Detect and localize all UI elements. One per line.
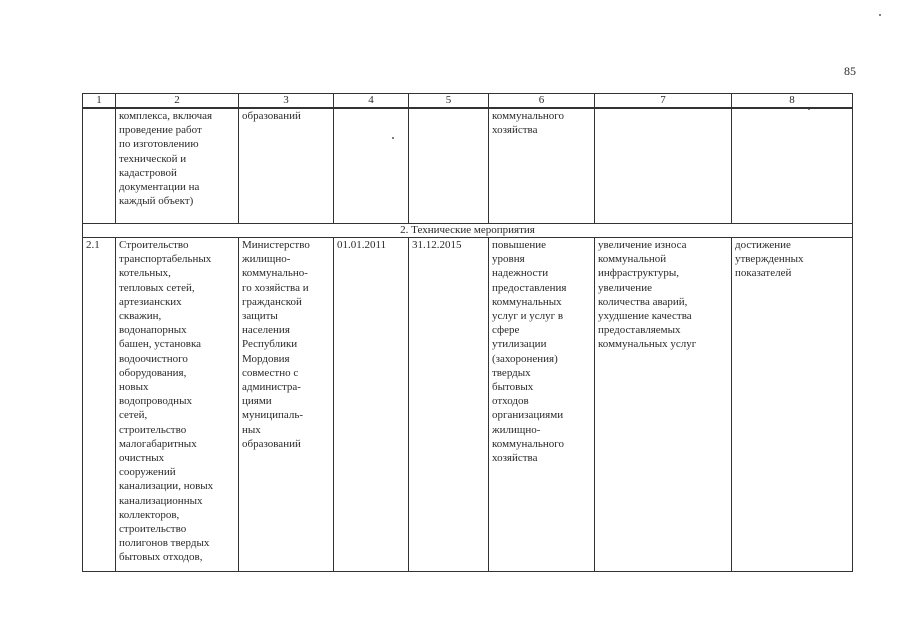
table-cell: [239, 108, 334, 224]
table-cell: [239, 238, 334, 572]
column-number: 6: [489, 94, 595, 109]
table-cell: [595, 238, 732, 572]
result-text: коммунального хозяйства: [492, 110, 564, 137]
column-number: 8: [732, 94, 853, 109]
table-cell: [334, 108, 409, 224]
table-cell: [489, 108, 595, 224]
end-date: 31.12.2015: [409, 238, 489, 572]
consequence-text: увеличение износа коммунальной инфраструктуры, увеличение количества аварий, ухудшение качества предоставляемых коммунальных услуг: [598, 239, 697, 351]
column-number: 3: [239, 94, 334, 109]
page-number: 85: [844, 64, 856, 78]
table-cell: [732, 238, 853, 572]
column-number-row: [83, 94, 853, 109]
table-cell: [732, 108, 853, 224]
executor-text: Министерство жилищно- коммунально- го хозяйства и гражданской защиты населения Республики Мордовия совместно с администра- циями муниципаль- ных образований: [242, 239, 310, 450]
column-number: 4: [334, 94, 409, 109]
executor-text: образований: [242, 110, 301, 122]
table-cell: [489, 238, 595, 572]
section-title: 2. Технические мероприятия: [83, 224, 853, 238]
column-number: 7: [595, 94, 732, 109]
table-cell: [116, 108, 239, 224]
activity-text: Строительство транспортабельных котельных, тепловых сетей, артезианских скважин, водонапорных башен, установка водоочистного оборудования, новых водопроводных сетей, строительство малогабаритных очистных сооружений канализации, новых канализационных коллекторов, строительство полигонов твердых бытовых отходов,: [119, 239, 214, 564]
indicator-text: достижение утвержденных показателей: [735, 239, 804, 280]
scan-speck: [879, 14, 881, 16]
start-date: 01.01.2011: [334, 238, 409, 572]
column-number: 1: [83, 94, 116, 109]
measures-table: [82, 93, 853, 572]
activity-text: комплекса, включая проведение работ по изготовлению технической и кадастровой документации на каждый объект): [119, 110, 213, 208]
table-cell: [409, 108, 489, 224]
row-number: 2.1: [83, 238, 116, 572]
table-cell: [116, 238, 239, 572]
result-text: повышение уровня надежности предоставления коммунальных услуг и услуг в сфере утилизации (захоронения) твердых бытовых отходов организациями жилищно- коммунального хозяйства: [492, 239, 567, 465]
section-header-row: [83, 224, 853, 238]
continuation-row: [83, 108, 853, 224]
table-cell: [595, 108, 732, 224]
column-number: 2: [116, 94, 239, 109]
table-cell: [83, 108, 116, 224]
column-number: 5: [409, 94, 489, 109]
table-row: [83, 238, 853, 572]
